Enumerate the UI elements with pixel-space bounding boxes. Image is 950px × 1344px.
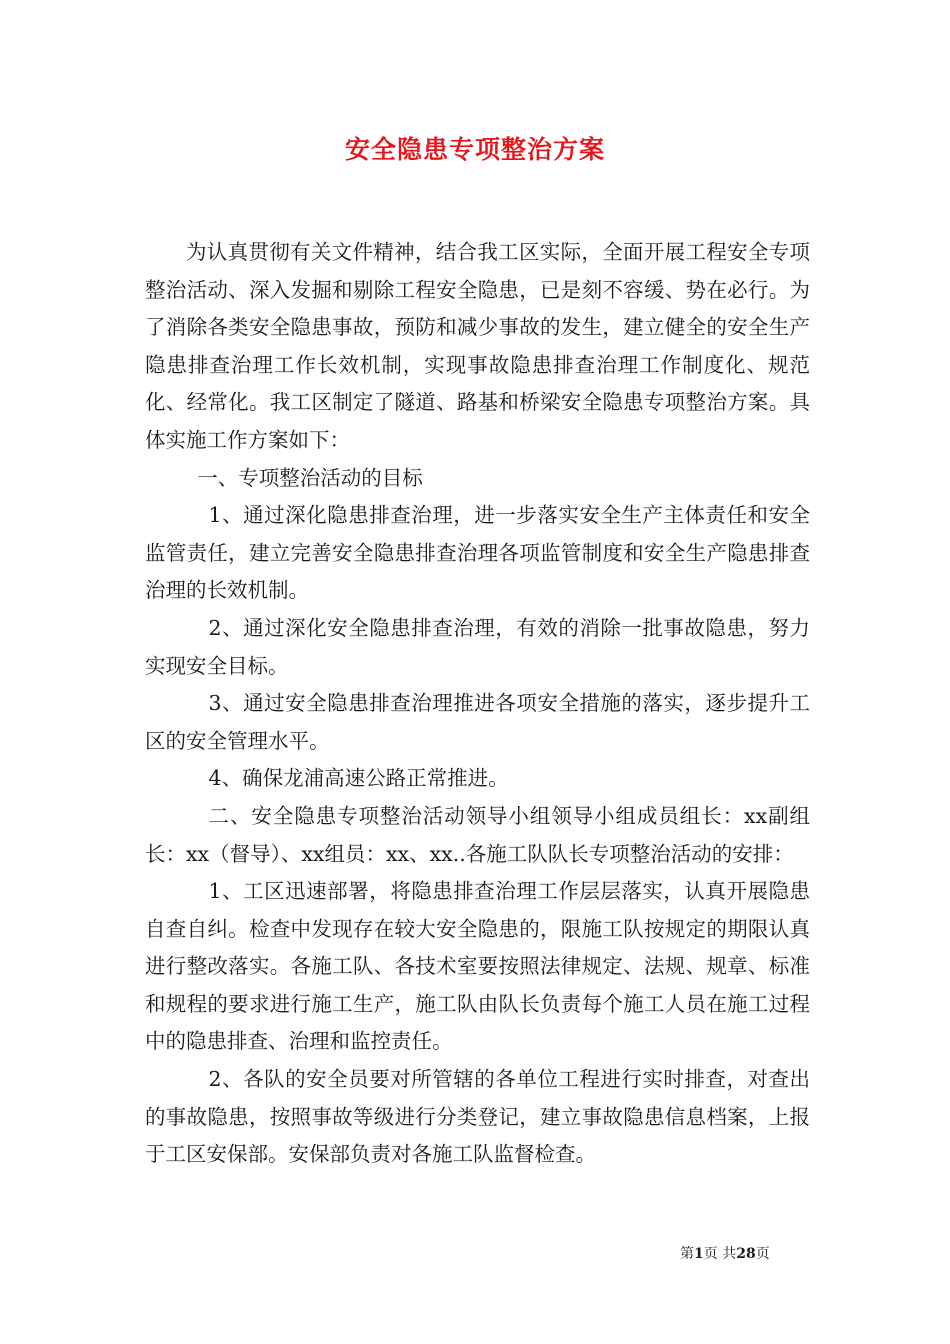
section-heading-leadership: 二、安全隐患专项整治活动领导小组领导小组成员组长：xx副组长：xx（督导）、xx组员：xx、xx..各施工队队长专项整治活动的安排：	[145, 803, 810, 866]
paragraph-arrangement-2: 2、各队的安全员要对所管辖的各单位工程进行实时排查，对查出的事故隐患，按照事故等级进行分类登记，建立事故隐患信息档案，上报于工区安保部。安保部负责对各施工队监督检查。	[145, 1067, 810, 1167]
paragraph-arrangement-1: 1、工区迅速部署，将隐患排查治理工作层层落实，认真开展隐患自查自纠。检查中发现存在较大安全隐患的，限施工队按规定的期限认真进行整改落实。各施工队、各技术室要按照法律规定、法规、规章、标准和规程的要求进行施工生产，施工队由队长负责每个施工人员在施工过程中的隐患排查、治理和监控责任。	[145, 879, 810, 1054]
paragraph-goal-4: 4、确保龙浦高速公路正常推进。	[208, 766, 509, 791]
footer-suffix: 页	[755, 1246, 770, 1262]
paragraph-goal-2: 2、通过深化安全隐患排查治理，有效的消除一批事故隐患，努力实现安全目标。	[145, 615, 810, 678]
current-page-number: 1	[694, 1246, 704, 1262]
footer-prefix: 第	[680, 1246, 694, 1262]
total-page-count: 28	[736, 1246, 756, 1262]
paragraph-intro: 为认真贯彻有关文件精神，结合我工区实际，全面开展工程安全专项整治活动、深入发掘和剔除工程安全隐患，已是刻不容缓、势在必行。为了消除各类安全隐患事故，预防和减少事故的发生，建立健全的安全生产隐患排查治理工作长效机制，实现事故隐患排查治理工作制度化、规范化、经常化。我工区制定了隧道、路基和桥梁安全隐患专项整治方案。具体实施工作方案如下：	[145, 240, 810, 452]
footer-middle: 页 共	[703, 1246, 737, 1262]
page-number-footer	[680, 1244, 820, 1264]
paragraph-goal-3: 3、通过安全隐患排查治理推进各项安全措施的落实，逐步提升工区的安全管理水平。	[145, 691, 810, 753]
page-title: 安全隐患专项整治方案	[344, 135, 605, 164]
paragraph-goal-1: 1、通过深化隐患排查治理，进一步落实安全生产主体责任和安全监管责任，建立完善安全隐患排查治理各项监管制度和安全生产隐患排查治理的长效机制。	[145, 503, 810, 603]
section-heading-goals: 一、专项整治活动的目标	[197, 465, 423, 490]
document-body	[145, 234, 810, 1174]
